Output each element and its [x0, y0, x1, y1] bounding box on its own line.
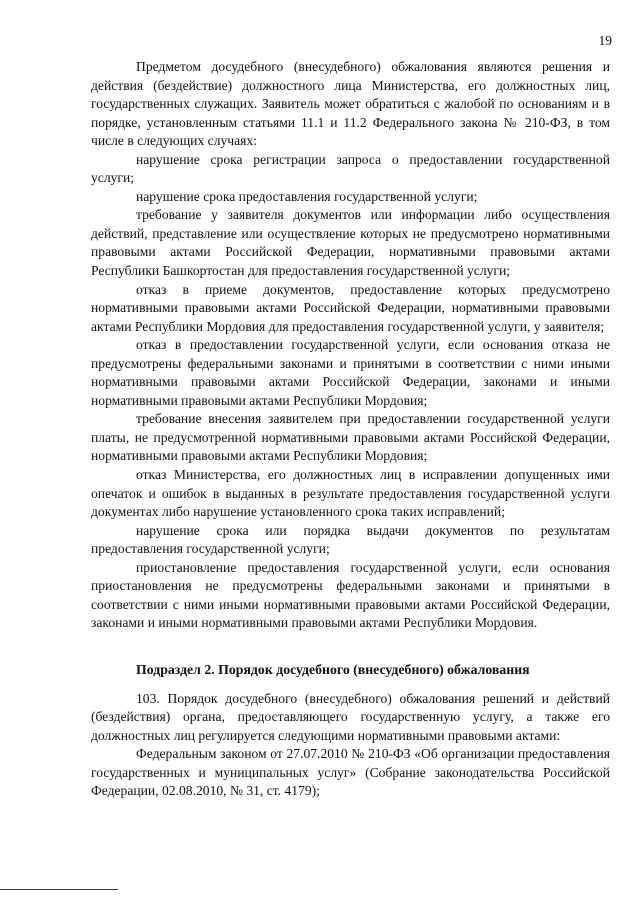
paragraph-case-refusal-to-accept: отказ в приеме документов, предоставление которых предусмотрено нормативными правовыми актами Российской Федерации, нормативными правовыми актами Республики Мордовия для предоставления государственной услуги, у заявителя; — [91, 281, 610, 334]
paragraph-case-suspension: приостановление предоставления государственной услуги, если основания приостановления не предусмотрены федеральными законами и принятыми в соответствии с ними иными нормативными правовыми актами Российской Федерации, законами и иными нормативными правовыми актами Республики Мордовия. — [91, 559, 610, 631]
footnote-divider — [0, 889, 118, 890]
paragraph-federal-law: Федеральным законом от 27.07.2010 № 210-ФЗ «Об организации предоставления государственных и муниципальных услуг» (Собрание законодательства Российской Федерации, 02.08.2010, № 31, ст. 4179); — [91, 746, 610, 799]
section-heading: Подраздел 2. Порядок досудебного (внесудебного) обжалования — [136, 661, 530, 677]
paragraph-intro: Предметом досудебного (внесудебного) обжалования являются решения и действия (бездействие) должностного лица Министерства, его должностных лиц, государственных служащих. Заявитель может обратиться с жалобой по основаниям и в порядке, установленным статьями 11.1 и 11.2 Федерального закона № 210-ФЗ, в том числе в следующих случаях: — [91, 59, 610, 149]
paragraph-case-service-deadline: нарушение срока предоставления государственной услуги; — [136, 188, 478, 204]
paragraph-case-refusal-of-service: отказ в предоставлении государственной услуги, если основания отказа не предусмотрены федеральными законами и принятыми в соответствии с ними иными нормативными правовыми актами Российской Федерации, законами и иными нормативными правовыми актами Республики Мордовия; — [91, 337, 610, 408]
paragraph-case-issuance-violation: нарушение срока или порядка выдачи документов по результатам предоставления государственной услуги; — [91, 522, 610, 557]
paragraph-case-correction-refusal: отказ Министерства, его должностных лиц в исправлении допущенных ими опечаток и ошибок в выданных в результате предоставления государственной услуги документах либо нарушение установленного срока таких исправлений; — [91, 467, 610, 520]
paragraph-case-extra-documents: требование у заявителя документов или информации либо осуществления действий, представление или осуществление которых не предусмотрено нормативными правовыми актами Российской Федерации, нормативными правовыми актами Республики Башкортостан для предоставления государственной услуги; — [91, 207, 610, 279]
paragraph-case-unlawful-fee: требование внесения заявителем при предоставлении государственной услуги платы, не предусмотренной нормативными правовыми актами Российской Федерации, нормативными правовыми актами Республики Мордовия; — [91, 411, 610, 464]
paragraph-103: 103. Порядок досудебного (внесудебного) обжалования решений и действий (бездействия) органа, предоставляющего государственную услугу, а также его должностных лиц регулируется следующими нормативными правовыми актами: — [91, 690, 610, 743]
paragraph-case-registration-deadline: нарушение срока регистрации запроса о предоставлении государственной услуги; — [91, 151, 610, 186]
document-body — [91, 58, 610, 801]
page-number: 19 — [598, 33, 612, 48]
